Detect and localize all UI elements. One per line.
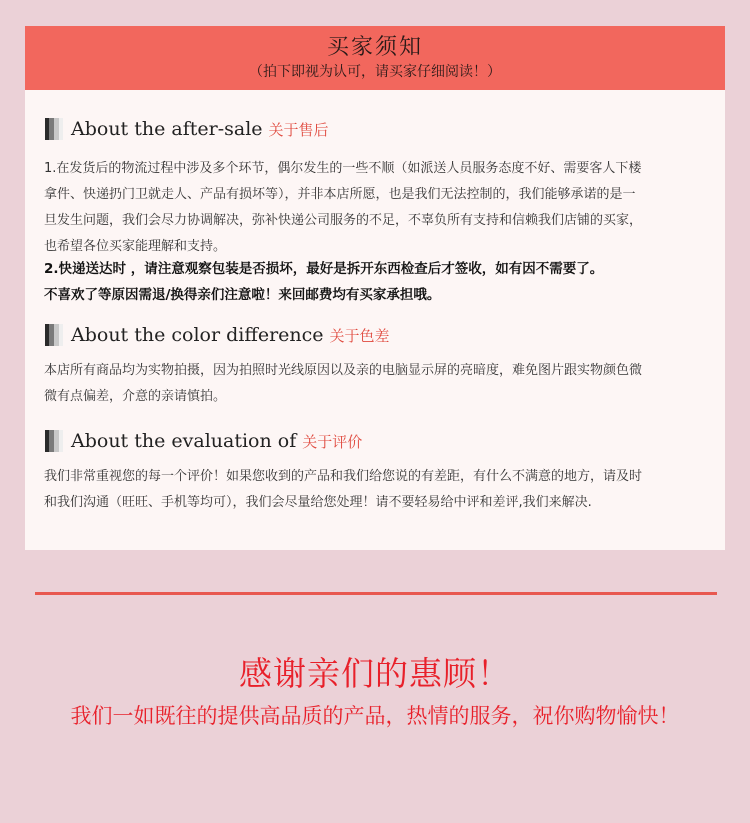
text-line: 我们非常重视您的每一个评价！如果您收到的产品和我们给您说的有差距，有什么不满意的地方，请及时: [44, 469, 643, 484]
text-line: 1.在发货后的物流过程中涉及多个环节，偶尔发生的一些不顺（如派送人员服务态度不好、需要客人下楼: [44, 161, 642, 176]
gradient-bar-icon: [45, 118, 63, 140]
section-heading-cn: 关于色差: [329, 326, 390, 345]
divider-line: [35, 592, 717, 595]
text-line: 旦发生问题，我们会尽力协调解决，弥补快递公司服务的不足，不辜负所有支持和信赖我们店铺的买家，: [44, 213, 643, 228]
text-line: 和我们沟通（旺旺、手机等均可），我们会尽量给您处理！请不要轻易给中评和差评,我们来解决.: [44, 495, 592, 510]
text-line: 本店所有商品均为实物拍摄，因为拍照时光线原因以及亲的电脑显示屏的亮暗度，难免图片跟实物颜色微: [44, 363, 643, 378]
text-line: 2.快递送达时 ，请注意观察包装是否损坏，最好是拆开东西检查后才签收，如有因不需要了。: [44, 261, 604, 277]
after-sale-bold-paragraph: [44, 256, 708, 308]
page-title: 买家须知: [326, 35, 423, 60]
color-difference-paragraph: [44, 358, 708, 410]
text-line: 也希望各位买家能理解和支持。: [44, 239, 227, 254]
section-heading-en: About the color difference: [71, 324, 324, 346]
thanks-title: 感谢亲们的惠顾！: [239, 654, 511, 693]
text-line: 不喜欢了等原因需退/换得亲们注意啦！来回邮费均有买家承担哦。: [44, 287, 441, 303]
section-heading-en: About the evaluation of: [71, 430, 297, 452]
after-sale-paragraph: [44, 156, 708, 260]
page-subtitle: （拍下即视为认可，请买家仔细阅读！）: [249, 64, 501, 80]
gradient-bar-icon: [45, 430, 63, 452]
text-line: 微有点偏差，介意的亲请慎拍。: [44, 389, 227, 404]
section-heading-cn: 关于评价: [302, 432, 363, 451]
section-heading-en: About the after-sale: [71, 118, 263, 140]
section-heading-after-sale: [45, 116, 329, 142]
section-heading-evaluation: [45, 428, 362, 454]
evaluation-paragraph: [44, 464, 708, 516]
section-heading-color-difference: [45, 322, 390, 348]
gradient-bar-icon: [45, 324, 63, 346]
card-header: [25, 26, 725, 90]
text-line: 拿件、快递扔门卫就走人、产品有损坏等），并非本店所愿，也是我们无法控制的，我们能够承诺的是一: [44, 187, 636, 202]
section-heading-cn: 关于售后: [268, 120, 329, 139]
thanks-subtitle: 我们一如既往的提供高品质的产品，热情的服务，祝你购物愉快！: [70, 704, 680, 728]
buyer-notice-card: [25, 26, 725, 550]
